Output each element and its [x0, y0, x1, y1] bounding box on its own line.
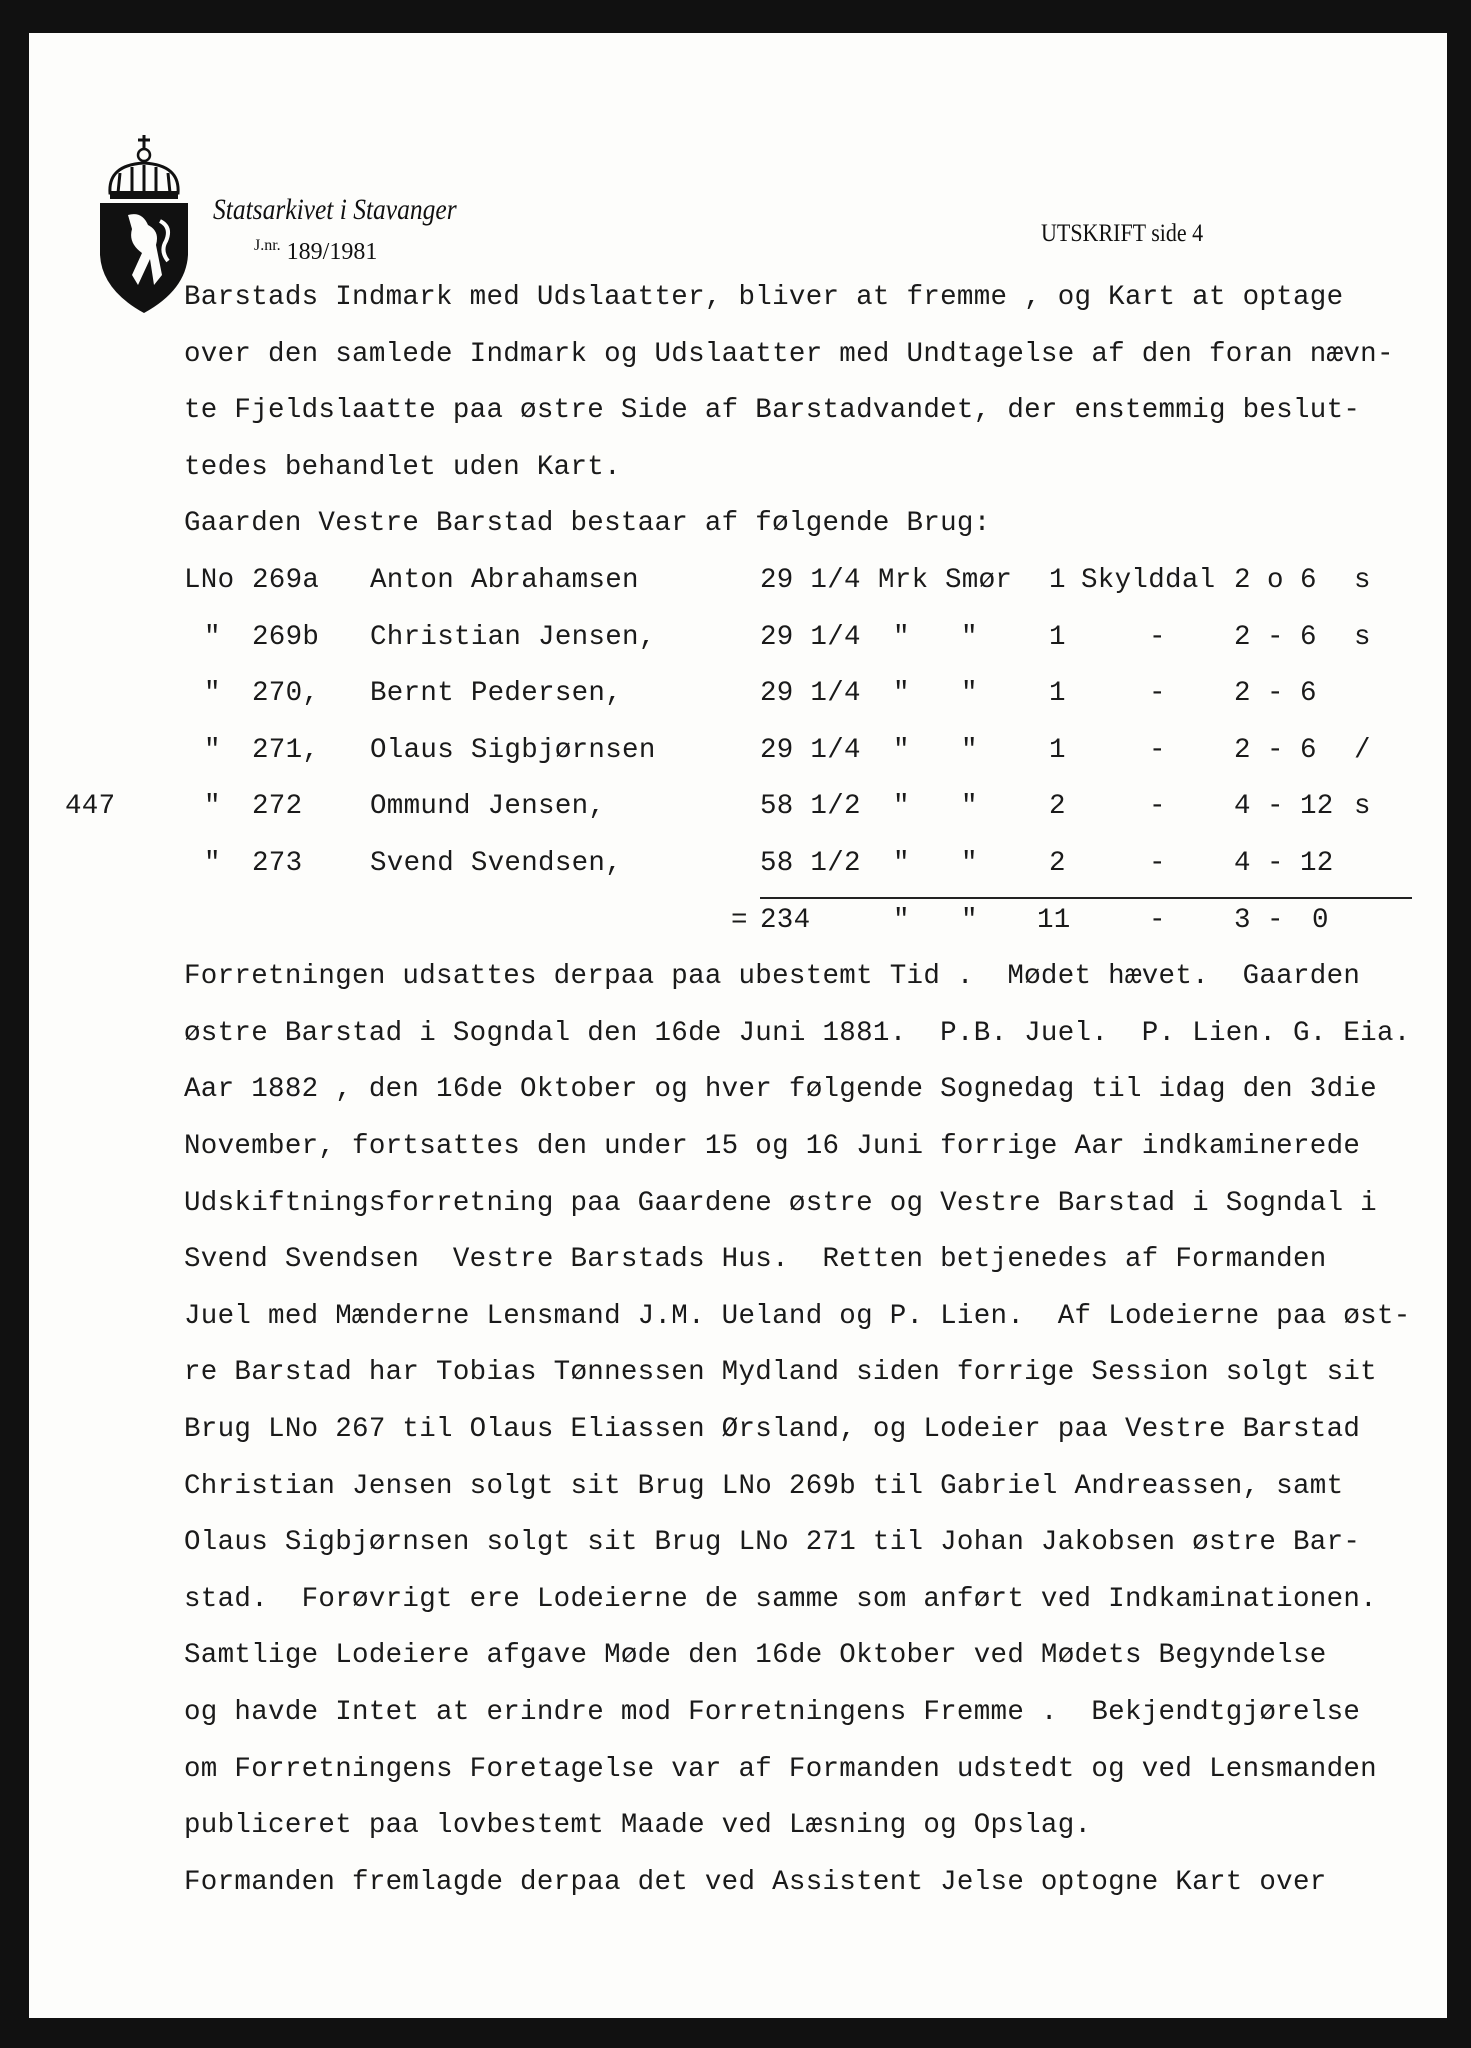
- coat-of-arms-logo: [98, 135, 190, 313]
- table-cell-amount: 29 1/4: [760, 565, 861, 596]
- table-cell-prefix: ": [204, 734, 221, 766]
- table-cell-count: 1: [1049, 621, 1066, 653]
- table-cell-prefix: LNo: [184, 565, 235, 596]
- table-cell-prefix: ": [204, 791, 221, 823]
- table-cell-count: 1: [1049, 734, 1066, 766]
- total-cell-smor: ": [961, 904, 978, 936]
- table-cell-num: 269a: [252, 565, 320, 596]
- total-cell-skylddal: -: [1149, 904, 1166, 936]
- table-cell-count: 2: [1049, 848, 1066, 879]
- table-cell-mrk: ": [893, 621, 910, 653]
- text-line: Forretningen udsattes derpaa paa ubestemt Tid . Mødet hævet. Gaarden: [184, 961, 1361, 993]
- table-cell-skylddal: -: [1149, 848, 1166, 879]
- table-cell-mrk: Mrk: [878, 565, 929, 596]
- table-cell-v1: 4: [1234, 791, 1251, 823]
- table-cell-num: 271,: [252, 734, 320, 766]
- table-cell-smor: ": [961, 734, 978, 766]
- table-cell-suffix: s: [1354, 791, 1371, 823]
- table-cell-v1: 2: [1234, 678, 1251, 710]
- text-line: Brug LNo 267 til Olaus Eliassen Ørsland, og Lodeier paa Vestre Barstad: [184, 1414, 1361, 1445]
- table-cell-name: Ommund Jensen,: [370, 791, 606, 823]
- table-cell-smor: ": [961, 621, 978, 653]
- text-line: Juel med Mænderne Lensmand J.M. Ueland og P. Lien. Af Lodeierne paa øst-: [184, 1300, 1411, 1332]
- table-cell-name: Svend Svendsen,: [370, 848, 623, 879]
- table-cell-v2: 12: [1300, 848, 1334, 879]
- table-cell-prefix: ": [204, 848, 221, 879]
- text-line: publiceret paa lovbestemt Maade ved Læsning og Opslag.: [184, 1810, 1092, 1842]
- jnr-value: 189/1981: [286, 239, 378, 265]
- total-cell-count: 11: [1037, 904, 1071, 936]
- table-cell-smor: Smør: [945, 565, 1013, 596]
- table-cell-skylddal: -: [1149, 678, 1166, 710]
- table-cell-count: 1: [1049, 565, 1066, 596]
- total-cell-v2: 0: [1312, 904, 1329, 936]
- page-label: UTSKRIFT side 4: [1041, 220, 1204, 247]
- table-cell-v1: 2: [1234, 734, 1251, 766]
- text-line: tedes behandlet uden Kart.: [184, 451, 621, 483]
- table-cell-prefix: ": [204, 678, 221, 710]
- table-cell-smor: ": [961, 678, 978, 710]
- text-line: Formanden fremlagde derpaa det ved Assistent Jelse optogne Kart over: [184, 1866, 1327, 1898]
- table-cell-sep: -: [1267, 848, 1284, 879]
- table-cell-suffix: s: [1354, 621, 1371, 653]
- text-line: og havde Intet at erindre mod Forretningens Fremme . Bekjendtgjørelse: [184, 1697, 1361, 1728]
- table-cell-prefix: ": [204, 621, 221, 653]
- text-line: November, fortsattes den under 15 og 16 Juni forrige Aar indkaminerede: [184, 1131, 1361, 1162]
- document-page: [29, 33, 1447, 2018]
- text-line: Svend Svendsen Vestre Barstads Hus. Retten betjenedes af Formanden: [184, 1244, 1327, 1276]
- table-cell-amount: 29 1/4: [760, 621, 861, 653]
- text-line: re Barstad har Tobias Tønnessen Mydland siden forrige Session solgt sit: [184, 1357, 1377, 1389]
- text-line: Christian Jensen solgt sit Brug LNo 269b til Gabriel Andreassen, samt: [184, 1470, 1344, 1502]
- table-cell-v2: 12: [1300, 791, 1334, 823]
- table-cell-mrk: ": [893, 848, 910, 879]
- table-cell-mrk: ": [893, 734, 910, 766]
- table-cell-amount: 58 1/2: [760, 848, 861, 879]
- jnr-label: J.nr.: [254, 237, 281, 254]
- total-cell-v1: 3: [1234, 904, 1251, 936]
- table-cell-amount: 29 1/4: [760, 678, 861, 710]
- table-cell-amount: 58 1/2: [760, 791, 861, 823]
- table-cell-v1: 4: [1234, 848, 1251, 879]
- table-cell-sep: -: [1267, 734, 1284, 766]
- text-line: stad. Forøvrigt ere Lodeierne de samme som anført ved Indkaminationen.: [184, 1583, 1377, 1615]
- table-cell-mrk: ": [893, 678, 910, 710]
- table-cell-count: 1: [1049, 678, 1066, 710]
- text-line: østre Barstad i Sogndal den 16de Juni 1881. P.B. Juel. P. Lien. G. Eia.: [184, 1017, 1411, 1049]
- table-cell-num: 269b: [252, 621, 320, 653]
- table-cell-v2: 6: [1300, 565, 1317, 596]
- table-cell-suffix: s: [1354, 565, 1371, 596]
- total-cell-amount: 234: [760, 904, 811, 936]
- table-cell-v2: 6: [1300, 621, 1317, 653]
- total-cell-sep: -: [1267, 904, 1284, 936]
- table-cell-sep: -: [1267, 678, 1284, 710]
- table-cell-amount: 29 1/4: [760, 734, 861, 766]
- table-cell-skylddal: Skylddal: [1081, 565, 1216, 596]
- table-cell-name: Olaus Sigbjørnsen: [370, 734, 656, 766]
- table-cell-v1: 2: [1234, 565, 1251, 596]
- table-cell-sep: -: [1267, 621, 1284, 653]
- table-cell-mrk: ": [893, 791, 910, 823]
- journal-number: [254, 237, 377, 266]
- table-cell-suffix: /: [1354, 734, 1371, 766]
- table-cell-skylddal: -: [1149, 734, 1166, 766]
- table-cell-v1: 2: [1234, 621, 1251, 653]
- text-line: Olaus Sigbjørnsen solgt sit Brug LNo 271 til Johan Jakobsen østre Bar-: [184, 1527, 1361, 1559]
- table-cell-skylddal: -: [1149, 791, 1166, 823]
- text-line: Gaarden Vestre Barstad bestaar af følgende Brug:: [184, 508, 991, 540]
- table-cell-num: 272: [252, 791, 303, 823]
- table-cell-num: 270,: [252, 678, 320, 710]
- table-cell-margin: 447: [65, 791, 116, 823]
- table-cell-name: Christian Jensen,: [370, 621, 656, 653]
- text-line: over den samlede Indmark og Udslaatter med Undtagelse af den foran nævn-: [184, 338, 1394, 370]
- table-cell-v2: 6: [1300, 734, 1317, 766]
- table-cell-num: 273: [252, 848, 303, 879]
- table-cell-name: Bernt Pedersen,: [370, 678, 623, 710]
- text-line: Aar 1882 , den 16de Oktober og hver følgende Sognedag til idag den 3die: [184, 1074, 1377, 1106]
- table-cell-smor: ": [961, 848, 978, 879]
- table-cell-smor: ": [961, 791, 978, 823]
- text-line: Samtlige Lodeiere afgave Møde den 16de Oktober ved Mødets Begyndelse: [184, 1640, 1327, 1672]
- text-line: te Fjeldslaatte paa østre Side af Barstadvandet, der enstemmig beslut-: [184, 395, 1361, 427]
- total-cell-mrk: ": [893, 904, 910, 936]
- text-line: Udskiftningsforretning paa Gaardene østre og Vestre Barstad i Sogndal i: [184, 1187, 1377, 1219]
- table-cell-sep: -: [1267, 791, 1284, 823]
- text-line: om Forretningens Foretagelse var af Formanden udstedt og ved Lensmanden: [184, 1753, 1377, 1785]
- table-cell-skylddal: -: [1149, 621, 1166, 653]
- text-line: Barstads Indmark med Udslaatter, bliver at fremme , og Kart at optage: [184, 282, 1344, 313]
- archive-name: Statsarkivet i Stavanger: [213, 193, 457, 226]
- table-cell-sep: o: [1267, 565, 1284, 596]
- table-cell-v2: 6: [1300, 678, 1317, 710]
- sum-underline: [760, 897, 1412, 899]
- table-cell-count: 2: [1049, 791, 1066, 823]
- total-cell-eq: =: [731, 904, 748, 936]
- table-cell-name: Anton Abrahamsen: [370, 565, 639, 596]
